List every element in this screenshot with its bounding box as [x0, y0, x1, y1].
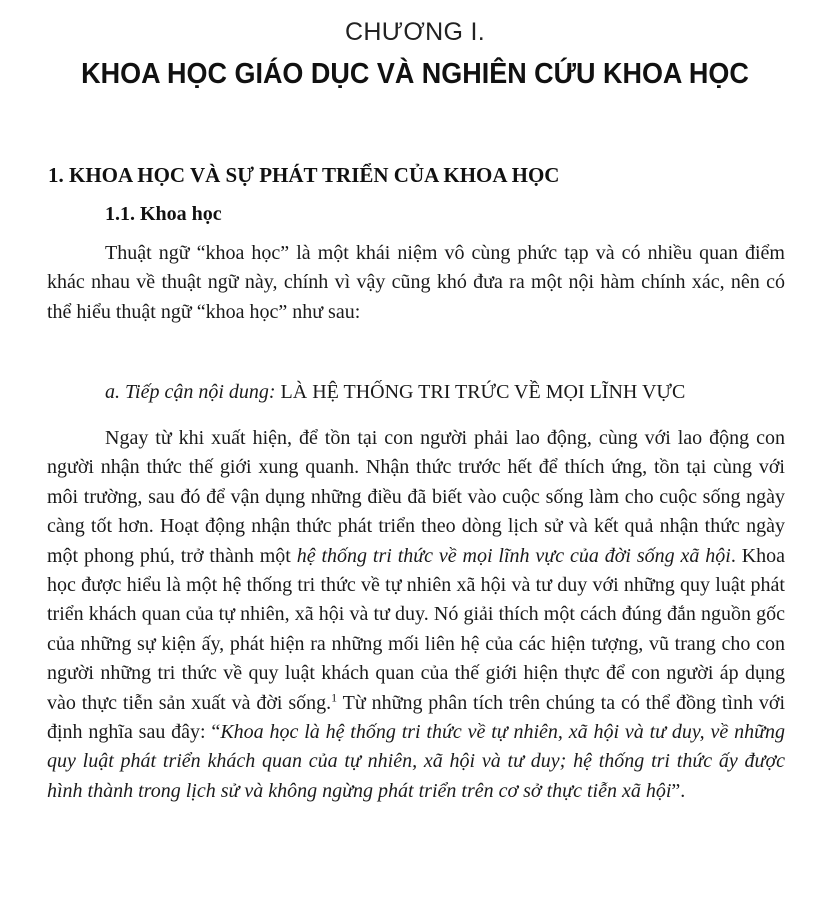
- body-text-2: . Khoa học được hiểu là một hệ thống tri thức về tự nhiên xã hội và tư duy với những quy luật phát triển khách quan của tự nhiên, xã hội và tư duy. Nó giải thích một cách đúng đắn nguồn gốc của những sự kiện ấy, phát hiện ra những mối liên hệ của các hiện tượng, vũ trang cho con người những tri thức về quy luật khách quan của thế giới hiện thực để con người áp dụng vào thực tiễn sản xuất và đời sống.: [47, 544, 786, 714]
- subsection-heading: 1.1. Khoa học: [105, 203, 222, 225]
- body-italic-1: hệ thống tri thức về mọi lĩnh vực của đời sống xã hội: [296, 544, 731, 567]
- approach-line: [105, 381, 685, 404]
- chapter-title: KHOA HỌC GIÁO DỤC VÀ NGHIÊN CỨU KHOA HỌC: [81, 58, 749, 90]
- footnote-marker[interactable]: 1: [331, 690, 338, 704]
- body-text-4: ”.: [671, 779, 686, 802]
- chapter-label: CHƯƠNG I.: [345, 18, 485, 46]
- section-heading: 1. KHOA HỌC VÀ SỰ PHÁT TRIỂN CỦA KHOA HỌC: [48, 163, 560, 187]
- paragraph-body: [47, 424, 785, 806]
- definition-quote: Khoa học là hệ thống tri thức về tự nhiên, xã hội và tư duy, về những quy luật phát triển khách quan của tự nhiên, xã hội và tư duy; hệ thống tri thức ấy được hình thành trong lịch sử và không ngừng phát triển trên cơ sở thực tiễn xã hội: [47, 721, 785, 802]
- approach-text: LÀ HỆ THỐNG TRI TRỨC VỀ MỌI LĨNH VỰC: [280, 381, 686, 403]
- body-text-1: Ngay từ khi xuất hiện, để tồn tại con người phải lao động, cùng với lao động con người nhận thức thế giới xung quanh. Nhận thức trước hết để thích ứng, tồn tại cùng với môi trường, sau đó để vận dụng những điều đã biết vào cuộc sống làm cho cuộc sống ngày càng tốt hơn. Hoạt động nhận thức phát triển theo dòng lịch sử và kết quả nhận thức ngày một phong phú, trở thành một: [47, 427, 785, 567]
- approach-lead: a. Tiếp cận nội dung:: [105, 381, 276, 403]
- body-text-3: Từ những phân tích trên chúng ta có thể đồng tình với định nghĩa sau đây: “: [47, 691, 785, 744]
- paragraph-intro: Thuật ngữ “khoa học” là một khái niệm vô cùng phức tạp và có nhiều quan điểm khác nhau về thuật ngữ này, chính vì vậy cũng khó đưa ra một nội hàm chính xác, nên có thể hiểu thuật ngữ “khoa học” như sau:: [47, 242, 785, 323]
